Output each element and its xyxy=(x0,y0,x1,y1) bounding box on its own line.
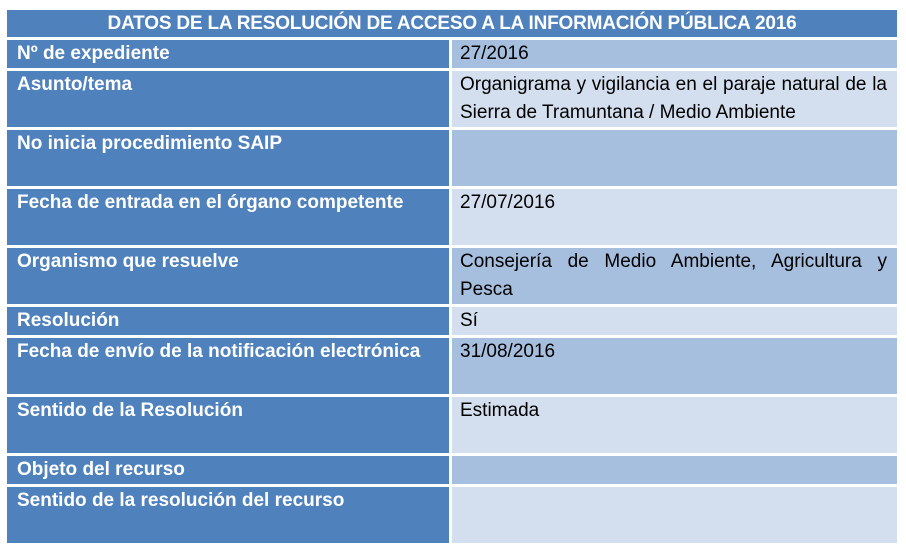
value-objeto-recurso xyxy=(452,456,897,484)
value-expediente: 27/2016 xyxy=(452,40,897,68)
table-row-organismo xyxy=(7,248,897,304)
table-row-resolucion xyxy=(7,307,897,335)
value-sentido: Estimada xyxy=(452,397,897,453)
label-resolucion: Resolución xyxy=(7,307,452,335)
label-sentido-recurso: Sentido de la resolución del recurso xyxy=(7,487,452,543)
label-fecha-envio: Fecha de envío de la notificación electrónica xyxy=(7,338,452,394)
resolution-data-table xyxy=(7,7,897,546)
label-asunto: Asunto/tema xyxy=(7,71,452,127)
value-fecha-envio: 31/08/2016 xyxy=(452,338,897,394)
table-row-fecha-envio xyxy=(7,338,897,394)
table-row-sentido xyxy=(7,397,897,453)
value-organismo: Consejería de Medio Ambiente, Agricultura y Pesca xyxy=(452,248,897,304)
table-title-row xyxy=(7,10,897,37)
table-row-sentido-recurso xyxy=(7,487,897,543)
label-sentido: Sentido de la Resolución xyxy=(7,397,452,453)
label-saip: No inicia procedimiento SAIP xyxy=(7,130,452,186)
label-expediente: Nº de expediente xyxy=(7,40,452,68)
table-title: DATOS DE LA RESOLUCIÓN DE ACCESO A LA INFORMACIÓN PÚBLICA 2016 xyxy=(7,10,897,37)
value-fecha-entrada: 27/07/2016 xyxy=(452,189,897,245)
value-sentido-recurso xyxy=(452,487,897,543)
label-fecha-entrada: Fecha de entrada en el órgano competente xyxy=(7,189,452,245)
value-resolucion: Sí xyxy=(452,307,897,335)
label-organismo: Organismo que resuelve xyxy=(7,248,452,304)
table-row-saip xyxy=(7,130,897,186)
table-row-objeto-recurso xyxy=(7,456,897,484)
table-row-expediente xyxy=(7,40,897,68)
value-asunto: Organigrama y vigilancia en el paraje natural de la Sierra de Tramuntana / Medio Ambiente xyxy=(452,71,897,127)
table-row-fecha-entrada xyxy=(7,189,897,245)
label-objeto-recurso: Objeto del recurso xyxy=(7,456,452,484)
table-row-asunto xyxy=(7,71,897,127)
value-saip xyxy=(452,130,897,186)
